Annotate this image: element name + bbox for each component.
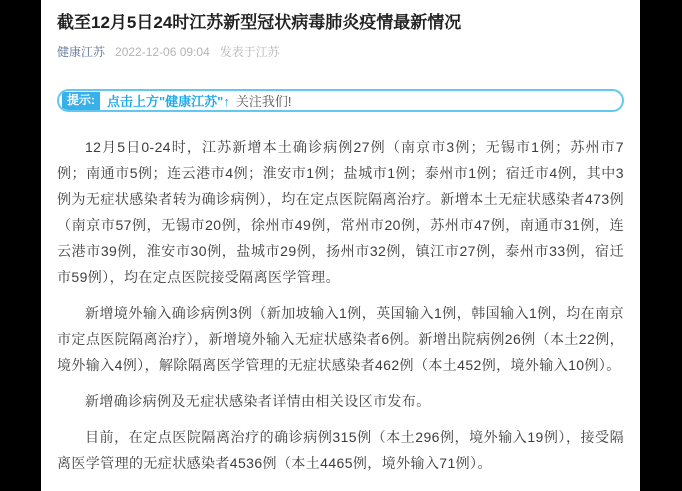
tip-suffix-text: 关注我们! [235, 94, 292, 109]
follow-tip-banner [57, 89, 624, 112]
tip-badge: 提示: [62, 92, 100, 110]
article-meta [57, 44, 624, 60]
account-name-link[interactable]: 健康江苏 [57, 45, 106, 59]
article-body [57, 134, 624, 476]
paragraph-new-local-cases: 12月5日0-24时，江苏新增本土确诊病例27例（南京市3例；无锡市1例；苏州市7例；南通市5例；连云港市4例；淮安市1例；盐城市1例；泰州市1例；宿迁市4例，其中3例为无症状感染者转为确诊病例），均在定点医院隔离治疗。新增本土无症状感染者473例（南京市57例，无锡市20例，徐州市49例，常州市20例，苏州市47例，南通市31例，连云港市39例，淮安市30例，盐城市29例，扬州市32例，镇江市27例，泰州市33例，宿迁市59例），均在定点医院接受隔离医学管理。 [57, 139, 624, 285]
paragraph-current-totals: 目前，在定点医院隔离治疗的确诊病例315例（本土296例，境外输入19例），接受隔离医学管理的无症状感染者4536例（本土4465例，境外输入71例）。 [57, 429, 624, 471]
follow-account-link[interactable]: 点击上方"健康江苏"↑ [107, 94, 230, 109]
publish-time: 2022-12-06 09:04 [115, 45, 210, 59]
article-page [41, 0, 640, 491]
article-title: 截至12月5日24时江苏新型冠状病毒肺炎疫情最新情况 [57, 13, 462, 32]
paragraph-imported-cases: 新增境外输入确诊病例3例（新加坡输入1例，英国输入1例，韩国输入1例，均在南京市定点医院隔离治疗），新增境外输入无症状感染者6例。新增出院病例26例（本土22例，境外输入4例），解除隔离医学管理的无症状感染者462例（本土452例，境外输入10例）。 [57, 305, 624, 373]
paragraph-details-notice: 新增确诊病例及无症状感染者详情由相关设区市发布。 [85, 393, 431, 409]
publish-location: 发表于江苏 [219, 45, 280, 59]
